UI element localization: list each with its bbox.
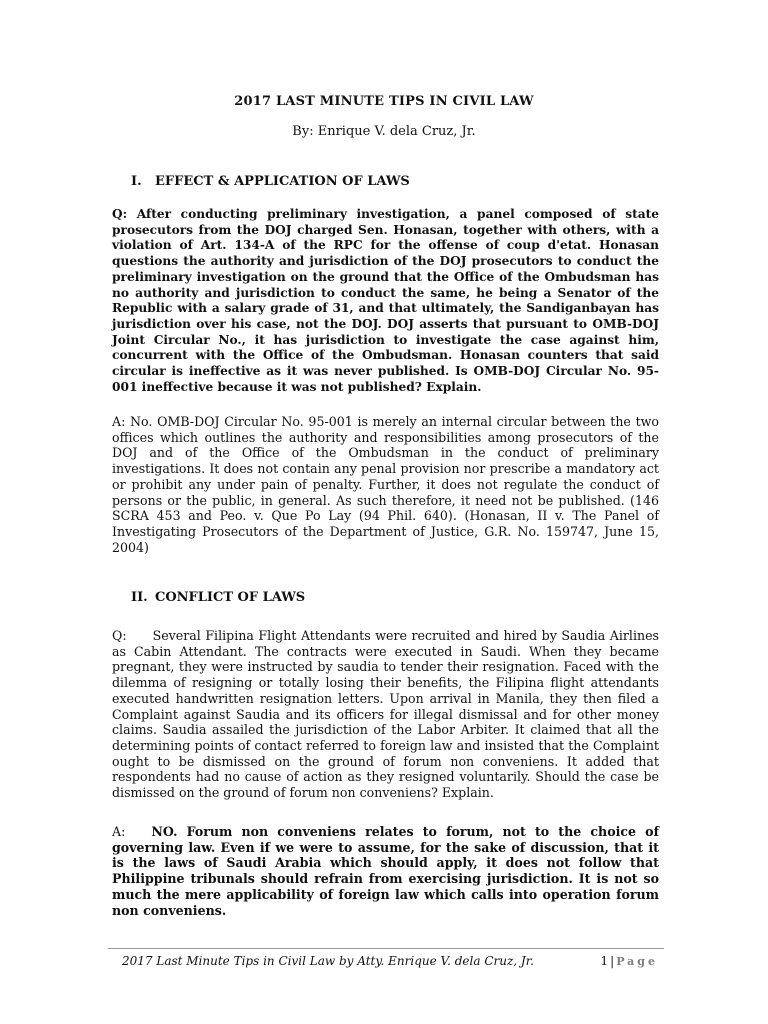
section-title: CONFLICT OF LAWS [155,590,306,605]
section-title: EFFECT & APPLICATION OF LAWS [155,174,410,189]
answer-text: NO. Forum non conveniens relates to forum, not to the choice of governing law. Even if we were to assume, for the sake of discussion, that it is the laws of Saudi Arabia which should apply, it does not follow that Philippine tribunals should refrain from exercising jurisdiction. It is not so much the mere applicability of foreign law which calls into operation forum non conveniens. [112,824,659,918]
footer-page-indicator [601,954,658,968]
section-number: II. [131,590,148,605]
footer-divider [108,948,664,949]
answer-label: A: [112,824,126,839]
question-paragraph-2 [112,628,659,801]
footer-text: 2017 Last Minute Tips in Civil Law by Atty. Enrique V. dela Cruz, Jr. [122,954,534,968]
question-label: Q: [112,628,127,643]
question-text: Several Filipina Flight Attendants were recruited and hired by Saudia Airlines as Cabin Attendant. The contracts were executed in Saudi. When they became pregnant, they were instructed by saudia to tender their resignation. Faced with the dilemma of resigning or totally losing their benefits, the Filipina flight attendants executed handwritten resignation letters. Upon arrival in Manila, they then filed a Complaint against Saudia and its officers for illegal dismissal and for other money claims. Saudia assailed the jurisdiction of the Labor Arbiter. It claimed that all the determining points of contact referred to foreign law and insisted that the Complaint ought to be dismissed on the ground of forum non conveniens. It added that respondents had no cause of action as they resigned voluntarily. Should the case be dismissed on the ground of forum non conveniens? Explain. [112,628,659,801]
answer-paragraph-2 [112,824,659,918]
page-number: 1 [600,954,609,968]
page-separator: | [610,954,615,968]
answer-paragraph-1: A: No. OMB-DOJ Circular No. 95-001 is merely an internal circular between the two offices which outlines the authority and responsibilities among prosecutors of the DOJ and of the Office of the Ombudsman in the conduct of preliminary investigations. It does not contain any penal provision nor prescribe a mandatory act or prohibit any under pain of penalty. Further, it does not regulate the conduct of persons or the public, in general. As such therefore, it need not be published. (146 SCRA 453 and Peo. v. Que Po Lay (94 Phil. 640). (Honasan, II v. The Panel of Investigating Prosecutors of the Department of Justice, G.R. No. 159747, June 15, 2004) [112,414,659,555]
question-paragraph-1: Q: After conducting preliminary investigation, a panel composed of state prosecutors from the DOJ charged Sen. Honasan, together with others, with a violation of Art. 134-A of the RPC for the offense of coup d'etat. Honasan questions the authority and jurisdiction of the DOJ prosecutors to conduct the preliminary investigation on the ground that the Office of the Ombudsman has no authority and jurisdiction to conduct the same, he being a Senator of the Republic with a salary grade of 31, and that ultimately, the Sandiganbayan has jurisdiction over his case, not the DOJ. DOJ asserts that pursuant to OMB-DOJ Joint Circular No., it has jurisdiction to investigate the case against him, concurrent with the Office of the Ombudsman. Honasan counters that said circular is ineffective as it was never published. Is OMB-DOJ Circular No. 95-001 ineffective because it was not published? Explain. [112,207,659,394]
document-title: 2017 LAST MINUTE TIPS IN CIVIL LAW [234,94,534,109]
section-heading-2 [131,590,305,605]
section-number: I. [131,174,142,189]
document-byline: By: Enrique V. dela Cruz, Jr. [292,124,476,139]
page-word: Page [616,955,658,968]
section-heading-1 [131,174,410,189]
